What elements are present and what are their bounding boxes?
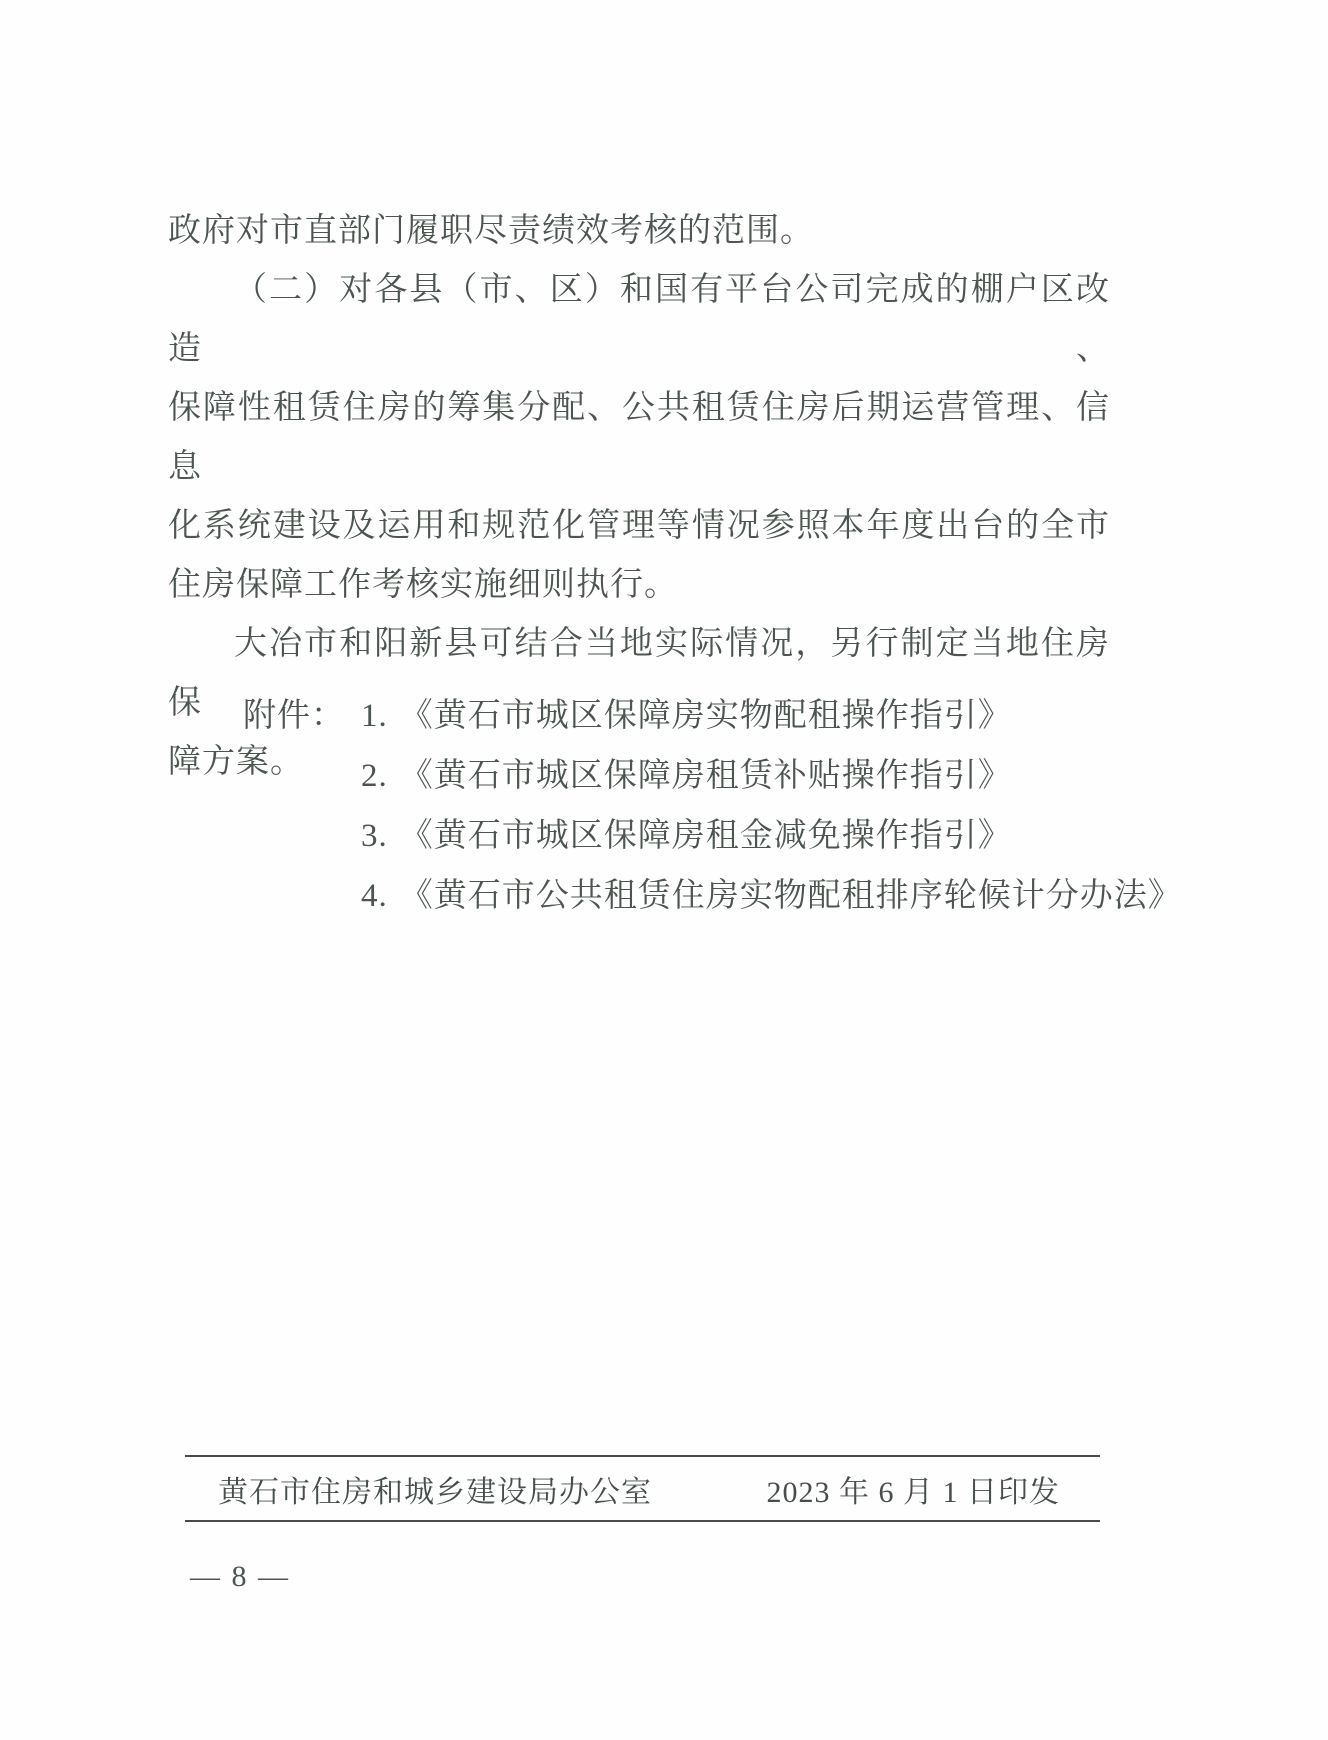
attachment-item-number: 3. xyxy=(361,818,388,854)
body-line: 大冶市和阳新县可结合当地实际情况，另行制定当地住房保 xyxy=(168,626,1110,721)
attachment-item xyxy=(361,746,1182,806)
footer-colophon xyxy=(185,1455,1100,1522)
body-line: 政府对市直部门履职尽责绩效考核的范围。 xyxy=(168,213,814,249)
attachment-item xyxy=(361,806,1182,866)
footer-issuing-office: 黄石市住房和城乡建设局办公室 xyxy=(218,1475,652,1509)
attachment-item-title: 《黄石市城区保障房租金减免操作指引》 xyxy=(399,818,1012,854)
body-line: 障方案。 xyxy=(168,744,304,780)
body-line: 住房保障工作考核实施细则执行。 xyxy=(168,567,678,603)
attachment-item xyxy=(361,866,1182,926)
attachment-item-title: 《黄石市城区保障房实物配租操作指引》 xyxy=(399,698,1012,734)
footer-print-date: 2023 年 6 月 1 日印发 xyxy=(766,1475,1060,1509)
attachment-item-number: 1. xyxy=(361,698,388,734)
page-number: — 8 — xyxy=(190,1560,290,1593)
attachment-label: 附件： xyxy=(243,698,345,734)
body-line: 化系统建设及运用和规范化管理等情况参照本年度出台的全市 xyxy=(168,508,1110,544)
attachment-items xyxy=(361,686,1182,926)
attachment-item-title: 《黄石市公共租赁住房实物配租排序轮候计分办法》 xyxy=(399,878,1182,914)
attachment-item-number: 4. xyxy=(361,878,388,914)
attachment-item-title: 《黄石市城区保障房租赁补贴操作指引》 xyxy=(399,758,1012,794)
attachment-item xyxy=(361,686,1182,746)
body-line: （二）对各县（市、区）和国有平台公司完成的棚户区改造、 xyxy=(168,272,1110,367)
attachment-list xyxy=(243,686,1182,926)
attachment-item-number: 2. xyxy=(361,758,388,794)
body-line: 保障性租赁住房的筹集分配、公共租赁住房后期运营管理、信息 xyxy=(168,390,1110,485)
